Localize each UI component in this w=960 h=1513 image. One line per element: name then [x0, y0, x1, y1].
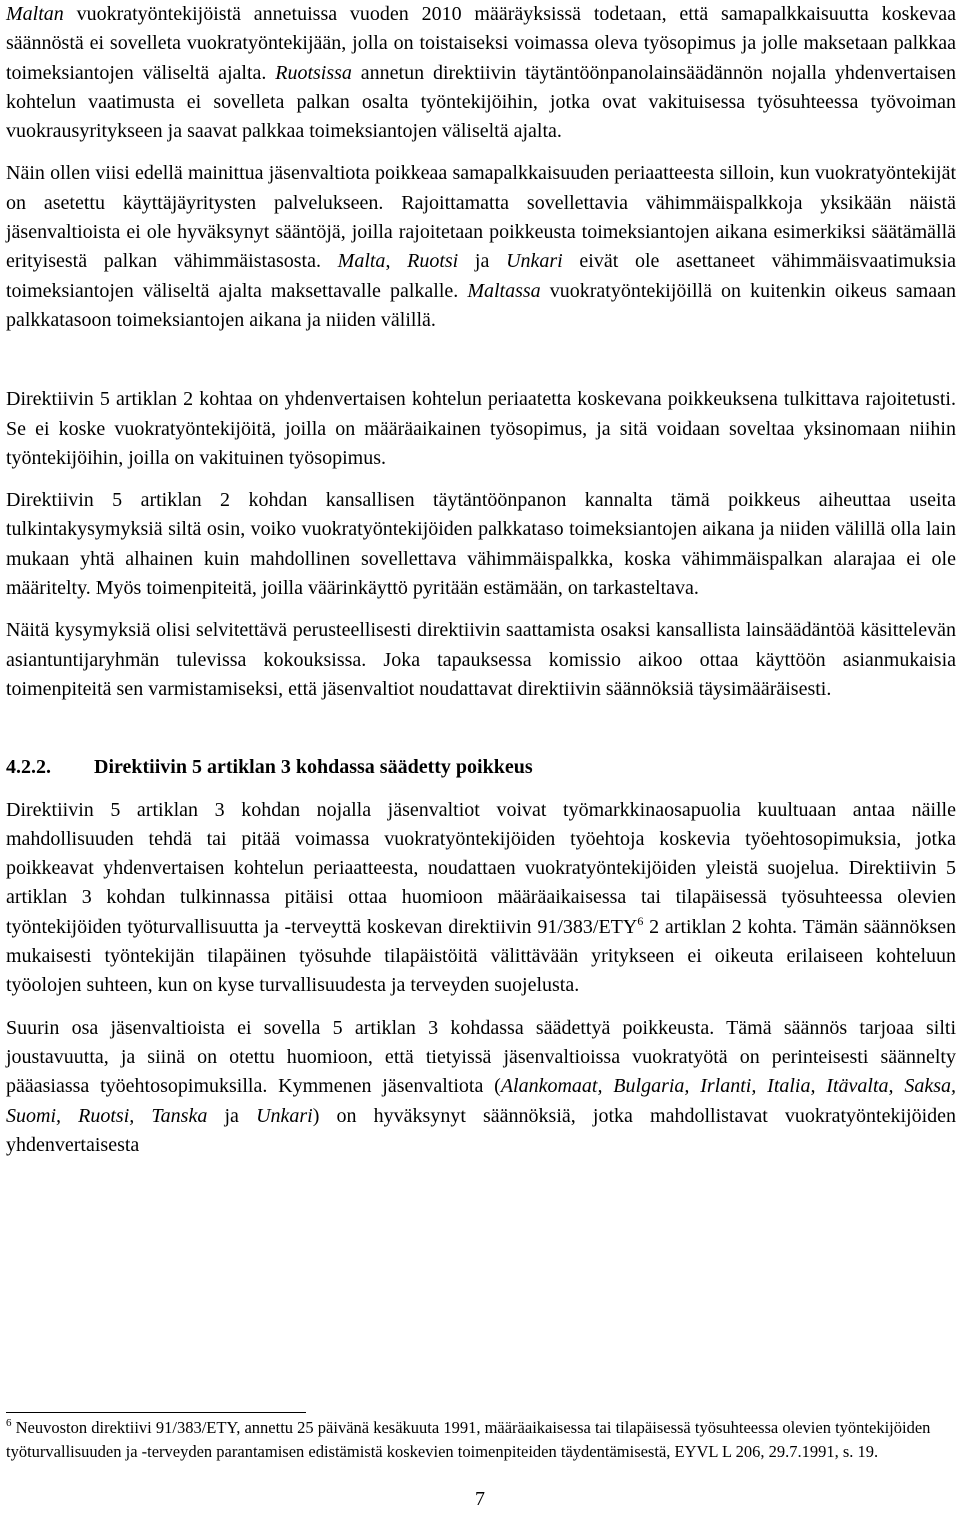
section-heading	[6, 753, 956, 782]
country-ruotsi: Ruotsissa	[275, 61, 352, 84]
country-list: Alankomaat, Bulgaria, Irlanti, Italia, Itävalta, Saksa, Suomi, Ruotsi, Tanska	[6, 1075, 956, 1127]
footnote	[6, 1416, 936, 1464]
paragraph-5-artikla-2-kohta: Direktiivin 5 artiklan 2 kohtaa on yhdenvertaisen kohtelun periaatetta koskevana poikkeuksena tulkittava rajoitetusti. Se ei koske vuokratyöntekijöitä, joilla on määräaikainen työsopimus, ja sitä voidaan soveltaa yksinomaan niihin työntekijöihin, joilla on vakituinen työsopimus.	[6, 388, 956, 469]
footnote-text: Neuvoston direktiivi 91/383/ETY, annettu 25 päivänä kesäkuuta 1991, määräaikaisessa tai tilapäisessä työsuhteessa olevien työntekijöiden työturvallisuuden ja -terveyden parantamisen edistämistä koskevien toimenpiteiden täydentämisestä, EYVL L 206, 29.7.1991, s. 19.	[6, 1418, 931, 1461]
paragraph-5-artikla-3-kohta	[6, 796, 956, 1001]
page-number: 7	[475, 1488, 485, 1510]
footnote-mark: 6	[6, 1417, 12, 1429]
paragraph-tulkintakysymykset: Direktiivin 5 artiklan 2 kohdan kansallisen täytäntöönpanon kannalta tämä poikkeus aiheuttaa useita tulkintakysymyksiä siltä osin, voiko vuokratyöntekijöiden palkkataso toimeksiantojen aikana ja niiden välillä olla lain mukaan yhtä alhainen kuin mahdollinen sovellettava vähimmäispalkka, koska vähimmäispalkan alarajaa ei ole määritelty. Myös toimenpiteitä, joilla väärinkäyttö pyritään estämään, on tarkasteltava.	[6, 489, 956, 600]
country-malta: Malta	[337, 250, 386, 273]
country-ruotsi: Ruotsi	[407, 250, 459, 273]
paragraph-text: ) on hyväksynyt säännöksiä, jotka mahdollistavat vuokratyöntekijöiden yhdenvertaisesta	[6, 1104, 957, 1156]
section-number: 4.2.2.	[6, 756, 51, 779]
paragraph-text: Näin ollen viisi edellä mainittua jäsenvaltiota poikkeaa samapalkkaisuuden periaatteesta silloin, kun vuokratyöntekijät on asetettu käyttäjäyritysten palvelukseen. Rajoittamatta sovellettavia vähimmäispalkkoja yksikään näistä jäsenvaltioista ei ole hyväksynyt sääntöjä, joilla rajoitetaan poikkeusta toimeksiantojen aikana esimerkiksi säätämällä erityisestä palkan vähimmäistasosta.	[6, 162, 956, 273]
paragraph-viisi-jasenvaltiota	[6, 159, 956, 335]
paragraph-text: annetun direktiivin täytäntöönpanolainsäädännön nojalla yhdenvertaisen kohtelun vaatimusta ei sovelleta palkan osalta työntekijöihin, jotka ovat vakituisessa työsuhteessa työvoiman vuokrausyritykseen ja saavat palkkaa toimeksiantojen väliseltä ajalta.	[6, 61, 956, 143]
paragraph-text: ,	[385, 250, 408, 273]
paragraph-malta-ruotsi	[6, 0, 956, 146]
country-unkari: Unkari	[256, 1104, 313, 1127]
section-title: Direktiivin 5 artiklan 3 kohdassa säädetty poikkeus	[94, 756, 533, 779]
paragraph-text: vuokratyöntekijöistä annetuissa vuoden 2010 määräyksissä todetaan, että samapalkkaisuutta koskevaa säännöstä ei sovelleta vuokratyöntekijään, jolla on toistaiseksi voimassa oleva työsopimus ja jolle maksetaan palkkaa toimeksiantojen väliseltä ajalta.	[6, 3, 956, 84]
paragraph-text: ja	[207, 1104, 257, 1127]
footnote-reference[interactable]: 6	[637, 913, 644, 928]
document-page	[6, 0, 956, 1160]
country-unkari: Unkari	[506, 250, 563, 273]
paragraph-text: Suurin osa jäsenvaltioista ei sovella 5 artiklan 3 kohdassa säädettyä poikkeusta. Tämä säännös tarjoaa silti joustavuutta, ja siinä on otettu huomioon, että tietyissä jäsenvaltioissa vuokratyötä on perinteisesti säännelty pääasiassa työehtosopimuksilla. Kymmenen jäsenvaltiota (	[6, 1016, 956, 1098]
country-maltassa: Maltassa	[467, 279, 541, 302]
paragraph-text: ja	[458, 250, 507, 273]
paragraph-text: eivät ole asettaneet vähimmäisvaatimuksia toimeksiantojen väliseltä ajalta maksettavalle palkalle.	[6, 250, 957, 302]
paragraph-suurin-osa	[6, 1014, 956, 1160]
paragraph-asiantuntijaryhma: Näitä kysymyksiä olisi selvitettävä perusteellisesti direktiivin saattamista osaksi kansallista lainsäädäntöä käsittelevän asiantuntijaryhmän tulevissa kokouksissa. Joka tapauksessa komissio aikoo ottaa käyttöön asianmukaisia toimenpiteitä sen varmistamiseksi, että jäsenvaltiot noudattavat direktiivin säännöksiä täysimääräisesti.	[6, 619, 956, 700]
paragraph-text: 2 artiklan 2 kohta. Tämän säännöksen mukaisesti työntekijän tilapäinen työsuhde tilapäistöitä välittävään yritykseen ei oikeuta erilaiseen kohteluun työolojen suhteen, kun on kyse turvallisuudesta ja terveyden suojelusta.	[6, 915, 956, 997]
footnote-separator	[6, 1412, 306, 1413]
country-malta: Maltan	[6, 3, 64, 25]
paragraph-text: Direktiivin 5 artiklan 3 kohdan nojalla jäsenvaltiot voivat työmarkkinaosapuolia kuultuaan antaa näille mahdollisuuden tehdä tai pitää voimassa vuokratyöntekijöiden työehtoja koskevia työehtosopimuksia, jotka poikkeavat yhdenvertaisen kohtelun periaatteesta, noudattaen vuokratyöntekijöiden yleistä suojelua. Direktiivin 5 artiklan 3 kohdan tulkinnassa pitäisi ottaa huomioon määräaikaisessa tai tilapäisessä työsuhteessa olevien työntekijöiden työturvallisuutta ja -terveyttä koskevan direktiivin 91/383/ETY	[6, 798, 956, 938]
paragraph-text: vuokratyöntekijöillä on kuitenkin oikeus samaan palkkatasoon toimeksiantojen aikana ja niiden välillä.	[6, 279, 956, 331]
